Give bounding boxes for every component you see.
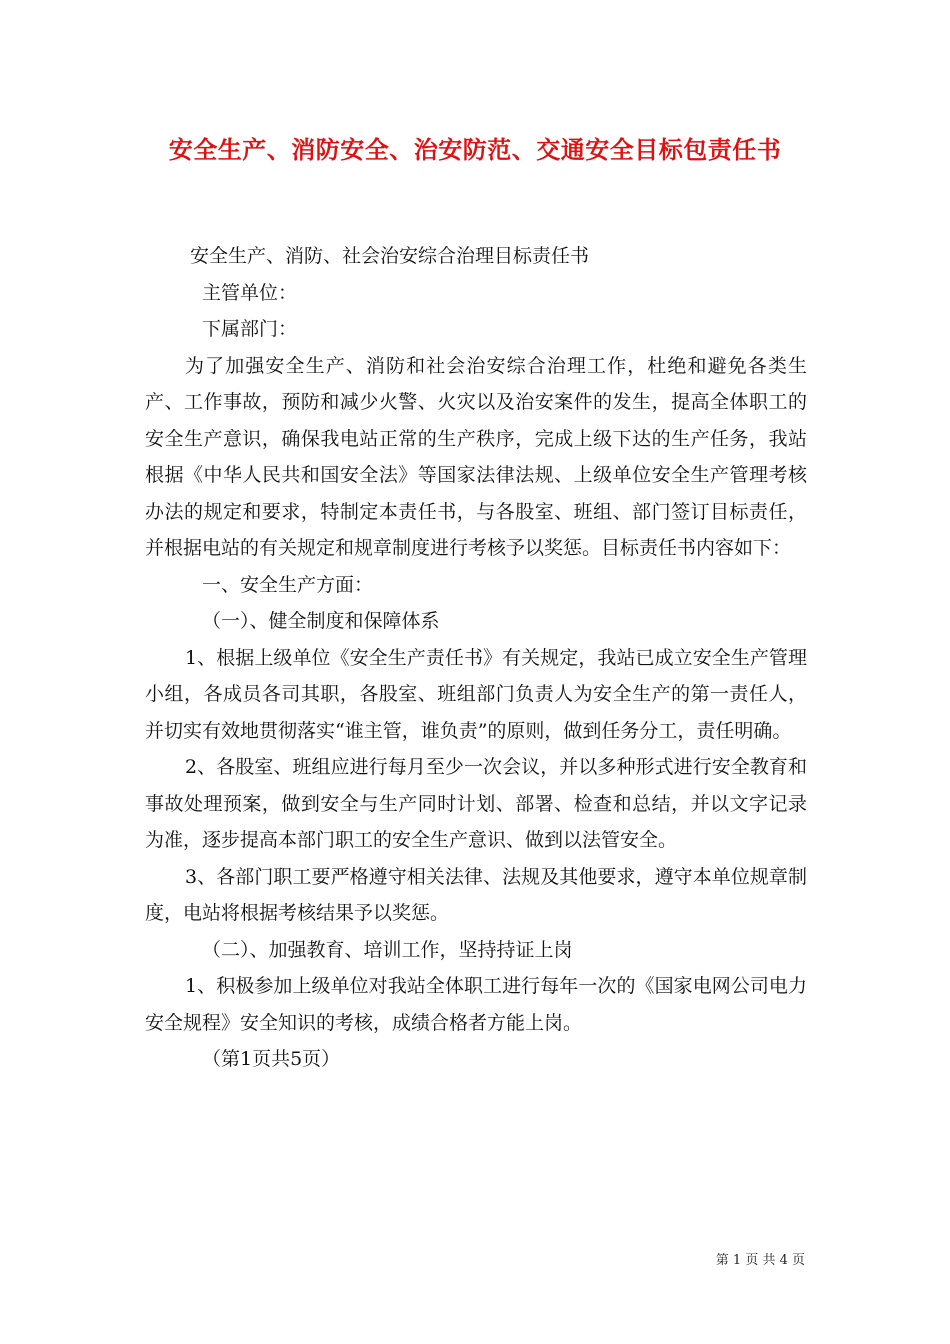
intro-paragraph: 为了加强安全生产、消防和社会治安综合治理工作，杜绝和避免各类生产、工作事故，预防和减少火警、火灾以及治安案件的发生，提高全体职工的安全生产意识，确保我电站正常的生产秩序，完成上级下达的生产任务，我站根据《中华人民共和国安全法》等国家法律法规、上级单位安全生产管理考核办法的规定和要求，特制定本责任书，与各股室、班组、部门签订目标责任，并根据电站的有关规定和规章制度进行考核予以奖惩。目标责任书内容如下： — [145, 354, 807, 559]
page-title: 安全生产、消防安全、治安防范、交通安全目标包责任书 — [168, 135, 782, 164]
clause-paragraph: 1、根据上级单位《安全生产责任书》有关规定，我站已成立安全生产管理小组，各成员各司其职，各股室、班组部门负责人为安全生产的第一责任人，并切实有效地贯彻落实“谁主管，谁负责”的原则，做到任务分工，责任明确。 — [145, 646, 807, 742]
subsection-heading-2: （二）、加强教育、培训工作，坚持持证上岗 — [202, 938, 573, 961]
subordinate-dept-line: 下属部门： — [202, 318, 298, 340]
page-footer: 第 1 页 共 4 页 — [715, 1253, 805, 1268]
section-heading-1: 一、安全生产方面： — [202, 573, 374, 596]
supervising-unit-line: 主管单位： — [202, 281, 298, 304]
subtitle-line: 安全生产、消防、社会治安综合治理目标责任书 — [190, 245, 590, 267]
inline-page-marker: （第1页共5页） — [202, 1048, 341, 1070]
clause-paragraph: 3、各部门职工要严格遵守相关法律、法规及其他要求，遵守本单位规章制度，电站将根据考核结果予以奖惩。 — [145, 865, 807, 924]
document-body — [145, 238, 807, 1078]
clause-paragraph: 1、积极参加上级单位对我站全体职工进行每年一次的《国家电网公司电力安全规程》安全知识的考核，成绩合格者方能上岗。 — [145, 975, 807, 1034]
clause-paragraph: 2、各股室、班组应进行每月至少一次会议，并以多种形式进行安全教育和事故处理预案，做到安全与生产同时计划、部署、检查和总结，并以文字记录为准，逐步提高本部门职工的安全生产意识、做到以法管安全。 — [145, 756, 807, 851]
subsection-heading-1: （一）、健全制度和保障体系 — [202, 610, 440, 632]
